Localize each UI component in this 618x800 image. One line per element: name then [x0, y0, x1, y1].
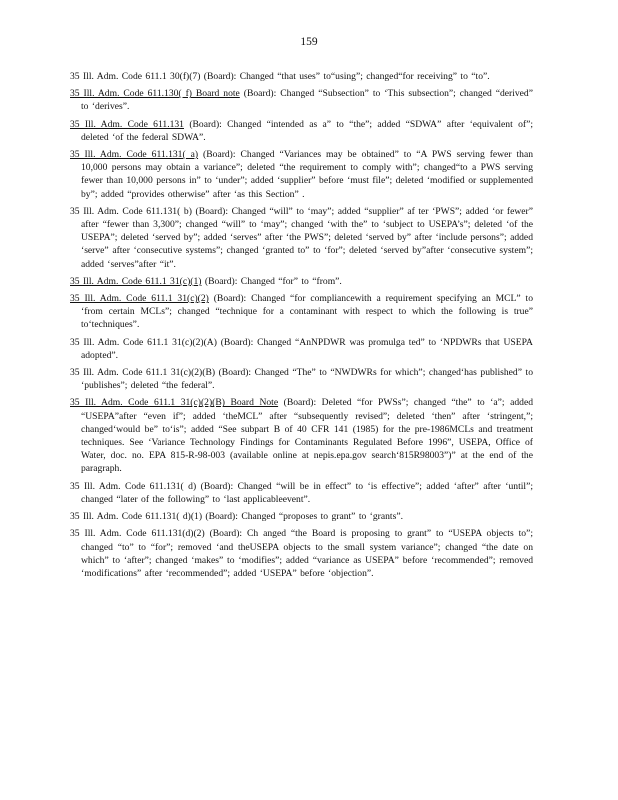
entry-text: Changed “that uses” to“using”; changed“for receiving” to “to”. — [239, 71, 490, 82]
page-number: 159 — [300, 36, 318, 48]
entry-citation: 35 Ill. Adm. Code 611.1 30(f)(7) (Board): — [70, 71, 237, 82]
entry-text: Changed “will be in effect” to ‘is effective”; added ‘after” after ‘until”; changed “later of the following” to ‘last applicableevent”. — [81, 480, 533, 505]
entry-text: Changed “will” to ‘may”; added “supplier” af ter ‘PWS”; added ‘or fewer” after “fewer than 3,300”; changed “will” to ‘may”; changed ‘with the” to ‘subject to USEPA’s”; deleted ‘of the USEPA”; deleted ‘served by”; added ‘serves” after ‘the PWS”; deleted ‘served by” after ‘include persons”; added ‘serve” after ‘consecutive systems”; changed ‘granted to” to ‘for”; deleted ‘served by”after ‘consecutive system”; added ‘serves”after “it”. — [81, 205, 533, 270]
entry-text: (Board): Changed “Subsection” to ‘This subsection”; changed “derived” to ‘derives”. — [81, 88, 533, 113]
amendment-entry — [70, 118, 533, 144]
entry-citation: 35 Ill. Adm. Code 611.130( f) Board note — [70, 88, 240, 100]
amendment-entry — [70, 275, 533, 288]
amendment-entry — [70, 148, 533, 201]
entry-citation: 35 Ill. Adm. Code 611.1 31(c)(2) — [70, 293, 209, 305]
entry-citation: 35 Ill. Adm. Code 611.131(d)(2) (Board): — [70, 528, 243, 540]
amendment-entry — [70, 205, 533, 271]
entry-text: (Board): Changed “for compliancewith a requirement specifying an MCL” to ‘from certain MCLs”; changed “technique for a contaminant with respect to which the following is true” to‘techniques”. — [81, 293, 533, 331]
entry-text: (Board): Deleted “for PWSs”; changed “the” to ‘a”; added “USEPA”after “even if”; added ‘theMCL” after “subsequently revised”; deleted ‘then” after ‘stringent,”; changed‘would be” to‘is”; added “See subpart B of 40 CFR 141 (1985) for the pre-1986MCLs and treatment techniques. See ‘Variance Technology Findings for Contaminants Regulated Before 1996”, USEPA, Office of Water, doc. no. EPA 815-R-98-003 (available online at nepis.epa.gov search‘815R98003”)” at the end of the paragraph. — [81, 397, 534, 475]
entry-citation: 35 Ill. Adm. Code 611.131( d)(1) (Board): — [70, 511, 238, 523]
amendment-entry — [70, 366, 533, 392]
entry-citation: 35 Ill. Adm. Code 611.1 31(c)(2)(A) (Board): — [70, 336, 254, 348]
entry-citation: 35 Ill. Adm. Code 611.131( d) (Board): — [70, 480, 234, 492]
amendment-list — [70, 70, 533, 584]
amendment-entry — [70, 527, 533, 580]
amendment-entry — [70, 336, 533, 362]
amendment-entry — [70, 87, 533, 113]
entry-citation: 35 Ill. Adm. Code 611.131( a) — [70, 149, 199, 161]
entry-citation: 35 Ill. Adm. Code 611.131( b) (Board): — [70, 205, 229, 217]
entry-text: Changed “The” to “NWDWRs for which”; changed‘has published” to ‘publishes”; deleted “the federal”. — [81, 367, 533, 392]
entry-citation: 35 Ill. Adm. Code 611.1 31(c)(2)(B) Board Note — [70, 397, 279, 409]
entry-text: (Board): Changed “Variances may be obtained” to “A PWS serving fewer than 10,000 persons may obtain a variance”; deleted “the requirement to comply with”; changed“to a PWS serving fewer than 10,000 persons in” to ‘under”; added ‘supplier” before ‘must file”; deleted ‘modified or supplemented by”; added “provides otherwise” after ‘as this Section” . — [81, 149, 534, 200]
amendment-entry — [70, 70, 533, 83]
amendment-entry — [70, 510, 533, 523]
entry-text: (Board): Changed “intended as a” to “the”; added “SDWA” after ‘equivalent of”; deleted ‘of the federal SDWA”. — [81, 118, 533, 143]
entry-text: (Board): Changed “for” to “from”. — [204, 275, 342, 287]
entry-text: Changed “AnNPDWR was promulga ted” to ‘NPDWRs that USEPA adopted”. — [81, 336, 533, 361]
entry-citation: 35 Ill. Adm. Code 611.1 31(c)(2)(B) (Board): — [70, 367, 252, 379]
entry-text: Ch anged “the Board is proposing to grant” to “USEPA objects to”; changed “to” to “for”; removed ‘and theUSEPA objects to the small system variance”; changed “the date on which” to ‘after”; changed ‘makes” to ‘modifies”; added “variance as USEPA” before ‘recommended”; removed ‘modifications” after ‘recommended”; added ‘USEPA” before ‘objection”. — [81, 528, 534, 579]
amendment-entry — [70, 292, 533, 332]
amendment-entry — [70, 396, 533, 475]
amendment-entry — [70, 480, 533, 506]
entry-citation: 35 Ill. Adm. Code 611.1 31(c)(1) — [70, 275, 202, 287]
entry-citation: 35 Ill. Adm. Code 611.131 — [70, 118, 184, 130]
entry-text: Changed “proposes to grant” to ‘grants”. — [241, 511, 403, 523]
